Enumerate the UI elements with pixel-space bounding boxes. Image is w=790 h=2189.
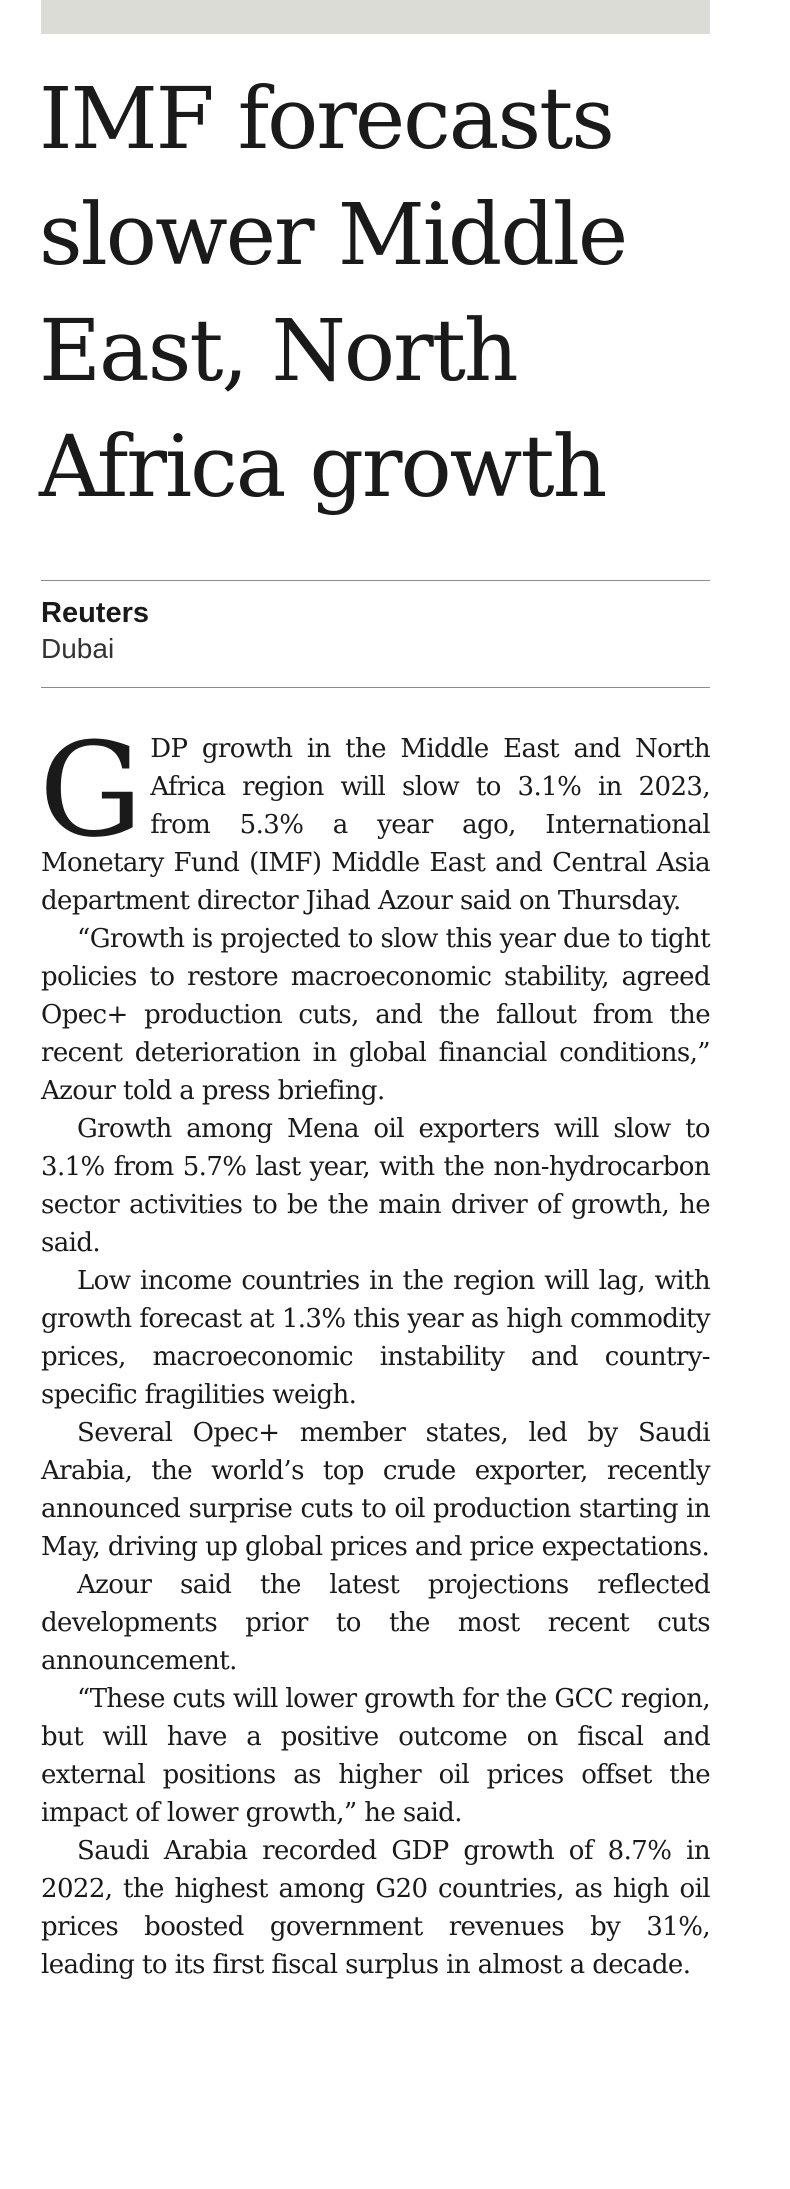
byline-location: Dubai bbox=[41, 633, 115, 664]
byline-top-divider bbox=[41, 580, 710, 581]
article-paragraph: Low income countries in the region will lag, with growth forecast at 1.3% this year as high commodity prices, macroeconomic instability and country-specific fragilities weigh. bbox=[41, 1266, 710, 1410]
drop-cap: G bbox=[39, 714, 143, 866]
article-paragraph: “These cuts will lower growth for the GCC region, but will have a positive outcome on fiscal and external positions as higher oil prices offset the impact of lower growth,” he said. bbox=[41, 1684, 711, 1828]
headline: IMF forecasts slower Middle East, North Africa growth bbox=[39, 70, 627, 517]
article-paragraph: “Growth is projected to slow this year due to tight policies to restore macroeconomic stability, agreed Opec+ production cuts, and the fallout from the recent deterioration in global financial conditions,” Azour told a press briefing. bbox=[41, 924, 710, 1106]
article-paragraph: Growth among Mena oil exporters will slow to 3.1% from 5.7% last year, with the non-hydrocarbon sector activities to be the main driver of growth, he said. bbox=[41, 1114, 710, 1258]
article-paragraph: Azour said the latest projections reflected developments prior to the most recent cuts announcement. bbox=[41, 1570, 710, 1676]
byline-author: Reuters bbox=[41, 597, 149, 629]
byline-bottom-divider bbox=[41, 687, 710, 688]
article-paragraph-text: DP growth in the Middle East and North Africa region will slow to 3.1% in 2023, from 5.3% a year ago, International Monetary Fund (IMF) Middle East and Central Asia department director Jihad Azour said on Thursday. bbox=[41, 734, 710, 916]
top-color-bar bbox=[41, 0, 710, 34]
article-paragraph bbox=[39, 714, 710, 920]
article-paragraph: Saudi Arabia recorded GDP growth of 8.7% in 2022, the highest among G20 countries, as high oil prices boosted government revenues by 31%, leading to its first fiscal surplus in almost a decade. bbox=[41, 1836, 710, 1980]
article-paragraph: Several Opec+ member states, led by Saudi Arabia, the world’s top crude exporter, recently announced surprise cuts to oil production starting in May, driving up global prices and price expectations. bbox=[41, 1418, 710, 1562]
article-body bbox=[39, 714, 711, 1984]
